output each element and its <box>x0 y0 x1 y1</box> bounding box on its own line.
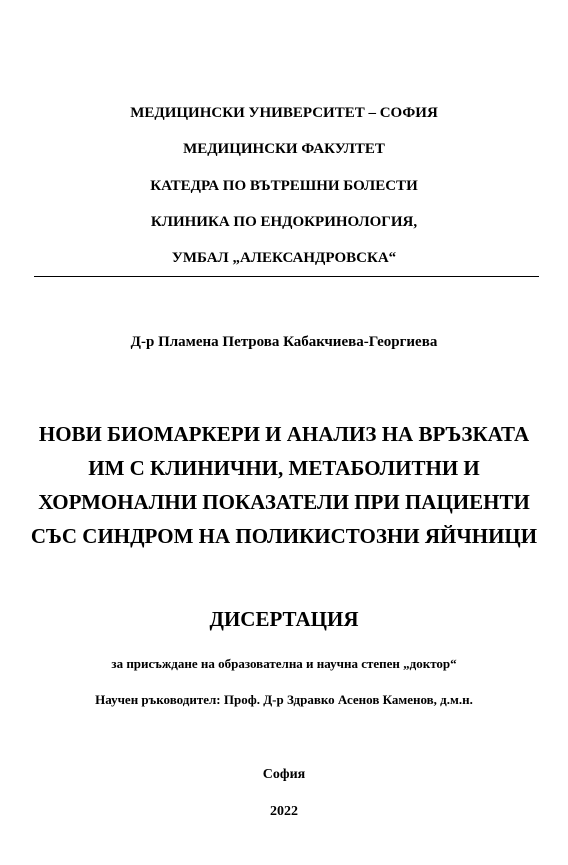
clinic-name: КЛИНИКА ПО ЕНДОКРИНОЛОГИЯ, <box>150 214 418 230</box>
thesis-title-line-1: НОВИ БИОМАРКЕРИ И АНАЛИЗ НА ВРЪЗКАТА <box>38 422 530 446</box>
department-name: КАТЕДРА ПО ВЪТРЕШНИ БОЛЕСТИ <box>150 178 418 194</box>
thesis-title-line-2: ИМ С КЛИНИЧНИ, МЕТАБОЛИТНИ И <box>88 456 480 480</box>
city: София <box>262 767 306 782</box>
header-divider <box>34 276 539 277</box>
thesis-title-line-4: СЪС СИНДРОМ НА ПОЛИКИСТОЗНИ ЯЙЧНИЦИ <box>30 524 538 548</box>
degree-statement: за присъждане на образователна и научна степен „доктор“ <box>111 656 457 671</box>
author-name: Д-р Пламена Петрова Кабакчиева-Георгиева <box>130 334 438 350</box>
year: 2022 <box>270 804 298 819</box>
document-type: ДИСЕРТАЦИЯ <box>209 607 359 631</box>
faculty-name: МЕДИЦИНСКИ ФАКУЛТЕТ <box>183 141 385 157</box>
thesis-title-line-3: ХОРМОНАЛНИ ПОКАЗАТЕЛИ ПРИ ПАЦИЕНТИ <box>38 490 530 514</box>
university-name: МЕДИЦИНСКИ УНИВЕРСИТЕТ – СОФИЯ <box>130 105 438 121</box>
supervisor-statement: Научен ръководител: Проф. Д-р Здравко Асенов Каменов, д.м.н. <box>95 692 473 707</box>
hospital-name: УМБАЛ „АЛЕКСАНДРОВСКА“ <box>171 250 397 266</box>
